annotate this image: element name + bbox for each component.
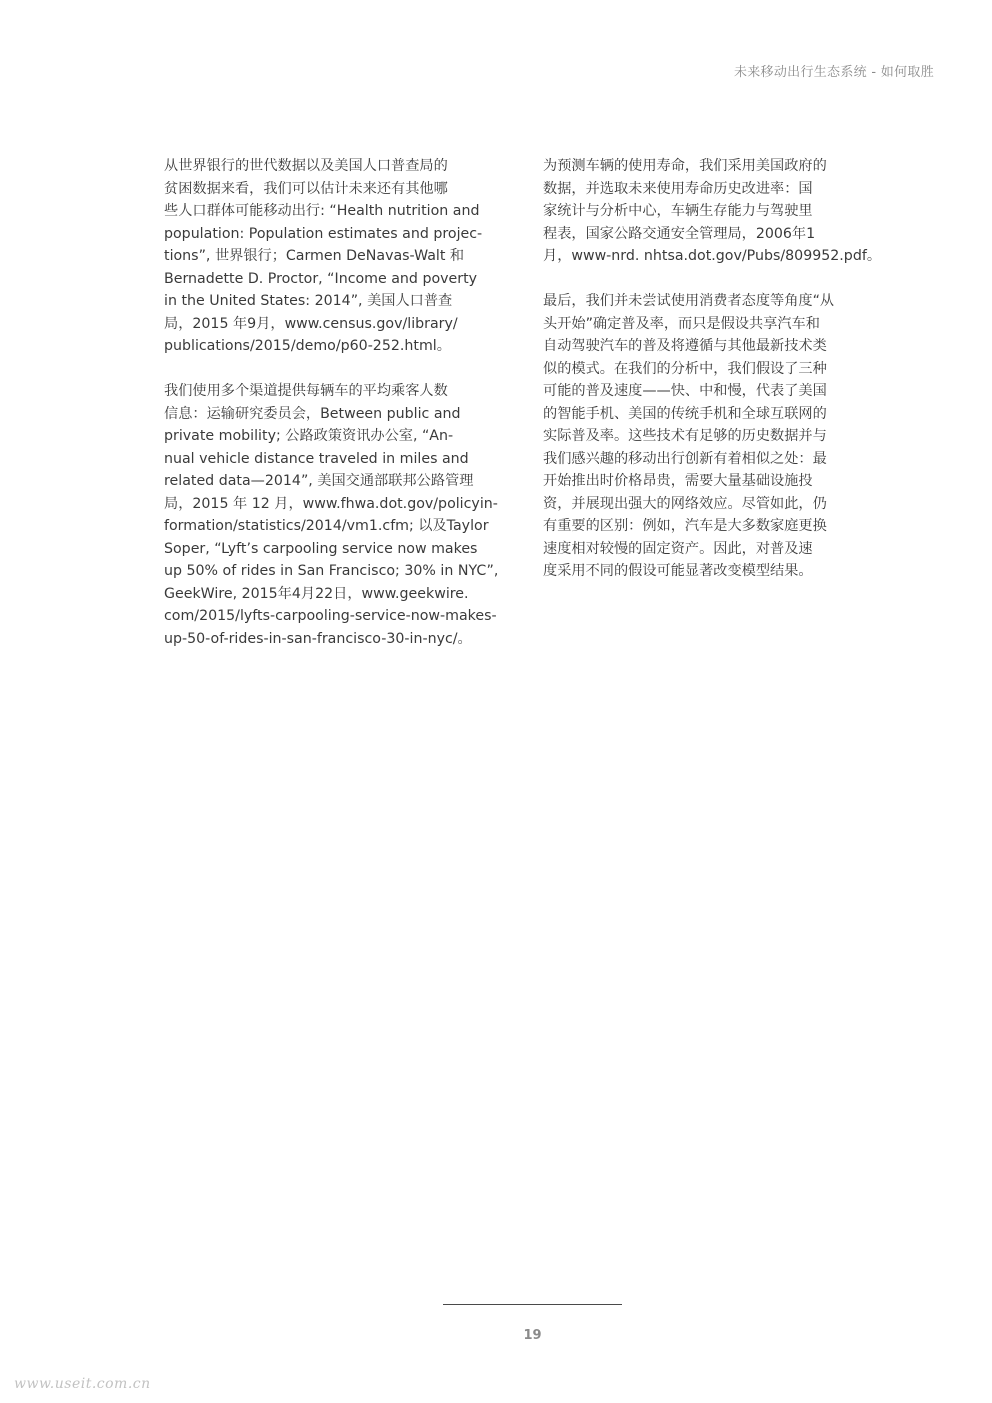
text-line: 信息：运输研究委员会，Between public and (164, 405, 461, 422)
text-line: GeekWire, 2015年4月22日，www.geekwire. (164, 585, 469, 602)
text-line: 为预测车辆的使用寿命，我们采用美国政府的 (543, 158, 827, 174)
text-line: 数据，并选取未来使用寿命历史改进率：国 (543, 180, 813, 197)
text-line: Bernadette D. Proctor, “Income and poverty (164, 270, 478, 287)
text-line: 从世界银行的世代数据以及美国人口普查局的 (164, 158, 448, 174)
text-line: publications/2015/demo/p60-252.html。 (164, 338, 451, 354)
paragraph-population-sources (164, 155, 504, 358)
text-line: 局，2015 年9月，www.census.gov/library/ (164, 315, 458, 332)
text-line: formation/statistics/2014/vm1.cfm; 以及Taylor (164, 518, 489, 534)
footer-divider (443, 1304, 622, 1305)
text-line: 自动驾驶汽车的普及将遵循与其他最新技术类 (543, 338, 827, 354)
text-line: private mobility; 公路政策资讯办公室, “An- (164, 428, 454, 444)
text-line: 贫困数据来看，我们可以估计未来还有其他哪 (164, 180, 448, 197)
text-line: Soper, “Lyft’s carpooling service now makes (164, 540, 478, 557)
text-line: 我们使用多个渠道提供每辆车的平均乘客人数 (164, 383, 448, 399)
text-line: up 50% of rides in San Francisco; 30% in NYC”, (164, 563, 499, 579)
text-line: tions”, 世界银行；Carmen DeNavas-Walt 和 (164, 248, 465, 264)
text-line: 可能的普及速度——快、中和慢，代表了美国 (543, 383, 827, 399)
text-line: 速度相对较慢的固定资产。因此，对普及速 (543, 540, 813, 557)
running-header: 未来移动出行生态系统 - 如何取胜 (733, 65, 934, 80)
text-line: 似的模式。在我们的分析中，我们假设了三种 (543, 360, 827, 377)
text-line: 开始推出时价格昂贵，需要大量基础设施投 (543, 473, 813, 489)
text-line: 月，www-nrd. nhtsa.dot.gov/Pubs/809952.pdf。 (543, 248, 882, 264)
text-line: 程表，国家公路交通安全管理局，2006年1 (543, 225, 816, 242)
text-line: 最后，我们并未尝试使用消费者态度等角度“从 (543, 293, 835, 309)
text-line: 头开始”确定普及率，而只是假设共享汽车和 (543, 315, 820, 332)
text-line: population: Population estimates and projec- (164, 225, 483, 242)
text-line: 我们感兴趣的移动出行创新有着相似之处：最 (543, 450, 827, 467)
paragraph-vehicle-lifetime (543, 155, 882, 268)
page-number: 19 (523, 1328, 542, 1343)
text-line: com/2015/lyfts-carpooling-service-now-makes- (164, 608, 497, 624)
left-column (164, 155, 504, 673)
paragraph-occupancy-sources (164, 380, 504, 650)
text-line: 家统计与分析中心，车辆生存能力与驾驶里 (543, 203, 813, 219)
right-column (543, 155, 882, 605)
text-line: 资，并展现出强大的网络效应。尽管如此，仍 (543, 495, 827, 512)
text-line: nual vehicle distance traveled in miles and (164, 450, 469, 467)
text-line: 些人口群体可能移动出行: “Health nutrition and (164, 203, 480, 219)
text-line: up-50-of-rides-in-san-francisco-30-in-nyc/。 (164, 630, 472, 647)
text-line: in the United States: 2014”, 美国人口普查 (164, 293, 453, 309)
text-line: 实际普及率。这些技术有足够的历史数据并与 (543, 428, 827, 444)
text-line: 的智能手机、美国的传统手机和全球互联网的 (543, 405, 827, 422)
text-line: 局，2015 年 12 月，www.fhwa.dot.gov/policyin- (164, 495, 498, 512)
watermark-text: www.useit.com.cn (14, 1376, 151, 1392)
paragraph-adoption-rates (543, 290, 878, 583)
text-line: related data—2014”, 美国交通部联邦公路管理 (164, 473, 474, 489)
text-line: 度采用不同的假设可能显著改变模型结果。 (543, 563, 813, 579)
text-line: 有重要的区别：例如，汽车是大多数家庭更换 (543, 518, 827, 534)
